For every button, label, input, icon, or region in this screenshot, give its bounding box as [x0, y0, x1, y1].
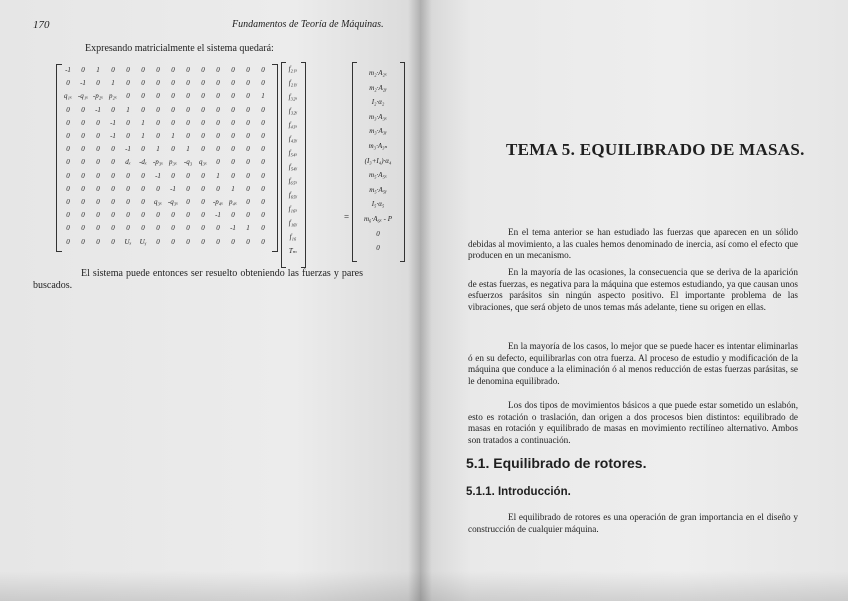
- left-page: [0, 0, 420, 601]
- matrix-cell: 0: [171, 171, 175, 180]
- matrix-cell: 0: [66, 145, 70, 154]
- vector-entry: 0: [376, 244, 380, 253]
- matrix-cell: 0: [186, 79, 190, 88]
- matrix-cell: 0: [261, 79, 265, 88]
- vector-entry: f₄₃ₓ: [288, 121, 298, 129]
- matrix-cell: 0: [156, 237, 160, 246]
- matrix-cell: 0: [156, 66, 160, 74]
- matrix-cell: 0: [126, 211, 130, 220]
- matrix-cell: 0: [66, 105, 70, 114]
- matrix-cell: 0: [126, 224, 130, 233]
- matrix-cell: 0: [81, 158, 85, 167]
- matrix-cell: 0: [96, 132, 100, 140]
- vector-entry: 0: [376, 229, 380, 238]
- matrix-cell: 0: [246, 105, 250, 114]
- matrix-cell: 0: [246, 66, 250, 74]
- matrix-cell: 0: [216, 158, 220, 167]
- paragraph: El equilibrado de rotores es una operación de gran importancia en el diseño y construcción de cualquier máquina.: [468, 512, 798, 534]
- matrix-cell: 0: [261, 211, 265, 220]
- matrix-cell: 0: [246, 198, 250, 206]
- matrix-cell: 0: [231, 132, 235, 140]
- matrix-cell: 0: [111, 105, 115, 114]
- matrix-cell: 0: [96, 237, 100, 246]
- matrix-cell: 0: [81, 171, 85, 180]
- matrix-cell: 0: [261, 66, 265, 74]
- matrix-cell: 1: [231, 184, 235, 193]
- matrix-cell: 0: [141, 66, 145, 74]
- matrix-cell: 0: [201, 237, 205, 246]
- vector-entry: m₂·A₂ₓ: [369, 69, 387, 77]
- matrix-cell: 0: [186, 66, 190, 74]
- matrix-cell: 0: [141, 79, 145, 88]
- matrix-cell: 0: [216, 224, 220, 233]
- matrix-cell: 1: [111, 79, 115, 88]
- matrix-cell: 0: [126, 171, 130, 180]
- matrix-cell: 0: [66, 224, 70, 233]
- matrix-cell: 0: [66, 132, 70, 140]
- matrix-cell: 0: [261, 132, 265, 140]
- matrix-cell: 0: [231, 237, 235, 246]
- matrix-cell: -1: [80, 79, 86, 88]
- matrix-cell: 0: [111, 198, 115, 206]
- matrix-cell: 0: [111, 184, 115, 193]
- matrix-cell: 1: [246, 224, 250, 233]
- matrix-cell: 0: [141, 92, 145, 101]
- matrix-cell: -1: [65, 66, 71, 74]
- matrix-cell: 0: [66, 79, 70, 88]
- matrix-cell: 0: [111, 158, 115, 167]
- matrix-cell: 0: [111, 237, 115, 246]
- page-number: 170: [33, 19, 50, 31]
- matrix-cell: -q₁ₓ: [77, 92, 89, 101]
- matrix-cell: 0: [216, 66, 220, 74]
- matrix-cell: 0: [81, 237, 85, 246]
- matrix-cell: 0: [261, 198, 265, 206]
- matrix-cell: Uₓ: [124, 237, 132, 246]
- matrix-cell: 0: [201, 171, 205, 180]
- matrix-cell: 1: [216, 171, 220, 180]
- matrix-cell: 1: [141, 118, 145, 127]
- matrix-cell: -1: [170, 184, 176, 193]
- matrix-cell: 0: [141, 198, 145, 206]
- matrix-cell: 0: [261, 171, 265, 180]
- matrix-cell: 0: [66, 237, 70, 246]
- vector-entry: f₃₂ₓ: [288, 93, 298, 101]
- matrix-cell: 0: [216, 145, 220, 154]
- matrix-cell: -1: [155, 171, 161, 180]
- matrix-cell: -1: [230, 224, 236, 233]
- matrix-cell: 0: [201, 79, 205, 88]
- matrix-cell: 0: [81, 118, 85, 127]
- vector-entry: f₄₃ᵧ: [288, 135, 298, 143]
- matrix-cell: 0: [81, 105, 85, 114]
- matrix-cell: 0: [261, 184, 265, 193]
- matrix-cell: 0: [66, 118, 70, 127]
- matrix-cell: 0: [96, 171, 100, 180]
- matrix-cell: 0: [66, 184, 70, 193]
- vector-entry: m₅·A₅ᵧ: [369, 185, 387, 194]
- section-title: 5.1. Equilibrado de rotores.: [466, 455, 647, 471]
- matrix-cell: -1: [125, 145, 131, 154]
- matrix-cell: 0: [216, 105, 220, 114]
- matrix-cell: 0: [96, 198, 100, 206]
- vector-entry: f₆₅ᵧ: [288, 191, 298, 199]
- vector-left-bracket: [352, 62, 357, 262]
- matrix-cell: 0: [156, 105, 160, 114]
- matrix-cell: 0: [141, 105, 145, 114]
- vector-entry: f₂₁ₓ: [288, 65, 298, 73]
- matrix-cell: 0: [141, 211, 145, 220]
- paragraph: En el tema anterior se han estudiado las fuerzas que aparecen en un sólido debidas al movimiento, a las cuales hemos denominado de inercia, así como el efecto que producen en un mecanismo.: [468, 227, 798, 260]
- matrix-cell: 0: [171, 92, 175, 101]
- matrix-cell: 0: [141, 184, 145, 193]
- vector-entry: f₁₆: [289, 233, 297, 241]
- matrix-cell: 0: [261, 118, 265, 127]
- vector-entry: Tₘ: [288, 247, 298, 255]
- matrix-cell: 0: [81, 184, 85, 193]
- matrix-cell: 0: [186, 171, 190, 180]
- matrix-cell: 0: [126, 92, 130, 101]
- matrix-cell: -q₃: [183, 158, 193, 167]
- matrix-cell: 0: [96, 145, 100, 154]
- matrix-cell: 0: [66, 171, 70, 180]
- matrix-cell: 0: [231, 145, 235, 154]
- matrix-cell: 0: [171, 66, 175, 74]
- matrix-cell: 0: [246, 92, 250, 101]
- matrix-cell: p₃ₓ: [169, 158, 177, 167]
- matrix-cell: 0: [246, 237, 250, 246]
- matrix-cell: 0: [216, 132, 220, 140]
- matrix-cell: 0: [126, 132, 130, 140]
- matrix-cell: 0: [201, 224, 205, 233]
- matrix-cell: 0: [261, 145, 265, 154]
- vector-entry: (I₃+I₄)·α₄: [364, 156, 392, 165]
- matrix-cell: 0: [111, 145, 115, 154]
- matrix-cell: 0: [246, 118, 250, 127]
- matrix-cell: -p₄ₓ: [212, 198, 224, 206]
- matrix-cell: 0: [231, 66, 235, 74]
- vector-entry: m₂·A₂ᵧ: [369, 83, 387, 92]
- matrix-cell: 0: [156, 211, 160, 220]
- vector-right-bracket: [301, 62, 306, 268]
- matrix-cell: 0: [186, 184, 190, 193]
- matrix-cell: 1: [141, 132, 145, 140]
- matrix-cell: 0: [126, 66, 130, 74]
- matrix-cell: 0: [231, 105, 235, 114]
- matrix-cell: 0: [246, 132, 250, 140]
- matrix-cell: p₄ₓ: [229, 198, 237, 206]
- vector-entry: f₂₁ᵧ: [288, 79, 298, 87]
- vector-entry: f₅₄ₓ: [288, 149, 298, 157]
- matrix-cell: 0: [201, 145, 205, 154]
- matrix-cell: 0: [126, 79, 130, 88]
- matrix-cell: 0: [186, 118, 190, 127]
- matrix-cell: 0: [186, 132, 190, 140]
- matrix-cell: 0: [81, 145, 85, 154]
- matrix-cell: q₃ₓ: [154, 198, 162, 206]
- matrix-cell: -p₃ₓ: [152, 158, 164, 167]
- matrix-cell: 0: [246, 145, 250, 154]
- matrix-cell: 0: [81, 66, 85, 74]
- matrix-cell: 0: [171, 145, 175, 154]
- matrix-cell: 0: [246, 79, 250, 88]
- matrix-cell: 0: [171, 118, 175, 127]
- matrix-cell: 0: [231, 79, 235, 88]
- vector-entry: f₃₂ᵧ: [288, 107, 298, 115]
- matrix-cell: 0: [171, 211, 175, 220]
- matrix-cell: 0: [186, 198, 190, 206]
- paragraph: En la mayoría de las ocasiones, la consecuencia que se deriva de la aparición de estas fuerzas, es negativa para la máquina que estemos estudiando, ya que causan unos esfuerzos parásitos sin ningún aspecto positivo. El importante problema de las vibraciones, que será objeto de unos temas más adelante, tiene su origen en ellas.: [468, 267, 798, 312]
- matrix-cell: 0: [126, 118, 130, 127]
- matrix-cell: 1: [261, 92, 265, 101]
- vector-entry: m₆·A₆ₓ - P: [363, 215, 393, 223]
- matrix-cell: q₃ₓ: [199, 158, 207, 167]
- subsection-title: 5.1.1. Introducción.: [466, 486, 571, 498]
- matrix-cell: 0: [111, 66, 115, 74]
- matrix-cell: 0: [126, 184, 130, 193]
- matrix-cell: 0: [96, 184, 100, 193]
- matrix-cell: 0: [246, 211, 250, 220]
- matrix-cell: 0: [96, 118, 100, 127]
- matrix-cell: 0: [186, 224, 190, 233]
- matrix-cell: 0: [111, 211, 115, 220]
- matrix-cell: 1: [96, 66, 100, 74]
- vector-left-bracket: [281, 62, 286, 268]
- matrix-cell: 0: [261, 224, 265, 233]
- matrix-cell: 0: [171, 105, 175, 114]
- matrix-cell: 0: [231, 118, 235, 127]
- matrix-cell: 0: [96, 224, 100, 233]
- matrix-cell: 0: [231, 92, 235, 101]
- matrix-cell: p₂ₓ: [109, 92, 117, 101]
- matrix-cell: 0: [81, 211, 85, 220]
- vector-right-bracket: [400, 62, 405, 262]
- matrix-cell: 0: [156, 132, 160, 140]
- matrix-intro-text: Expresando matricialmente el sistema quedará:: [85, 43, 274, 54]
- matrix-cell: 0: [81, 132, 85, 140]
- matrix-cell: 0: [66, 198, 70, 206]
- matrix-cell: 0: [141, 171, 145, 180]
- matrix-cell: 0: [201, 211, 205, 220]
- matrix-cell: 0: [216, 118, 220, 127]
- vector-entry: m₅·A₅ₓ: [369, 171, 387, 180]
- matrix-cell: 0: [246, 184, 250, 193]
- matrix-cell: dₓ: [125, 158, 131, 167]
- paragraph: Los dos tipos de movimientos básicos a que puede estar sometido un eslabón, esto es rotación o traslación, dan origen a dos procesos bien distintos: equilibrado de masas en rotación y equilibrado de masas en movimiento rectilíneo alternativo. Ambos son tratados a continuación.: [468, 400, 798, 445]
- matrix-cell: 0: [186, 92, 190, 101]
- matrix-cell: 0: [216, 237, 220, 246]
- matrix-cell: 0: [171, 79, 175, 88]
- matrix-cell: 0: [261, 158, 265, 167]
- page-shadow: [0, 571, 848, 601]
- matrix-cell: 0: [126, 198, 130, 206]
- matrix-cell: 0: [171, 237, 175, 246]
- matrix-cell: 0: [111, 224, 115, 233]
- matrix-cell: 0: [201, 132, 205, 140]
- matrix-cell: -1: [95, 105, 101, 114]
- matrix-cell: -1: [215, 211, 221, 220]
- matrix-cell: -1: [110, 132, 116, 140]
- matrix-cell: 0: [216, 184, 220, 193]
- matrix-cell: 0: [201, 66, 205, 74]
- matrix-cell: 0: [186, 105, 190, 114]
- matrix-cell: 0: [141, 224, 145, 233]
- vector-entry: I₅·α₅: [371, 200, 385, 209]
- matrix-cell: 0: [201, 118, 205, 127]
- matrix-cell: 0: [141, 145, 145, 154]
- vector-entry: m₃·A₃ₓ: [369, 112, 387, 121]
- matrix-cell: 0: [156, 118, 160, 127]
- matrix-cell: 0: [216, 79, 220, 88]
- matrix-cell: 0: [201, 184, 205, 193]
- matrix-cell: 0: [201, 105, 205, 114]
- matrix-cell: 0: [216, 92, 220, 101]
- matrix-cell: 0: [81, 198, 85, 206]
- matrix-cell: 0: [156, 184, 160, 193]
- matrix-cell: 0: [81, 224, 85, 233]
- matrix-cell: 1: [171, 132, 175, 140]
- matrix-cell: 0: [231, 171, 235, 180]
- matrix-cell: 0: [261, 237, 265, 246]
- matrix-cell: 0: [201, 92, 205, 101]
- vector-entry: m₃·A₃ₙ: [368, 142, 388, 150]
- matrix-cell: 0: [66, 158, 70, 167]
- matrix-cell: 0: [201, 198, 205, 206]
- matrix-cell: -1: [110, 118, 116, 127]
- equals-sign: =: [344, 212, 350, 222]
- matrix-cell: 0: [246, 158, 250, 167]
- matrix-cell: 0: [231, 211, 235, 220]
- matrix-cell: 0: [186, 237, 190, 246]
- matrix-cell: 0: [156, 224, 160, 233]
- matrix-cell: 0: [246, 171, 250, 180]
- matrix-cell: 0: [66, 211, 70, 220]
- vector-entry: m₃·A₃ᵧ: [369, 127, 387, 136]
- paragraph: En la mayoría de los casos, lo mejor que se puede hacer es intentar eliminarlas ó en su defecto, equilibrarlas con otra fuerza. Al proceso de estudio y modificación de la máquina que conduce a la eliminación ó al menos reducción de estas fuerzas parásitas, se le denomina equilibrado.: [468, 341, 798, 386]
- matrix-cell: 1: [156, 145, 160, 154]
- matrix-cell: Uᵧ: [139, 237, 147, 246]
- matrix-cell: 0: [186, 211, 190, 220]
- vector-entry: f₁₆ᵧ: [288, 219, 298, 227]
- vector-entry: f₁₆ₓ: [288, 205, 298, 213]
- matrix-cell: -p₂ₓ: [92, 92, 104, 101]
- matrix-cell: 0: [171, 224, 175, 233]
- matrix-cell: 0: [261, 105, 265, 114]
- matrix-cell: 0: [96, 211, 100, 220]
- running-head: Fundamentos de Teoría de Máquinas.: [232, 19, 384, 30]
- matrix-cell: 1: [186, 145, 190, 154]
- chapter-title: TEMA 5. EQUILIBRADO DE MASAS.: [506, 140, 805, 159]
- book-gutter: [408, 0, 432, 601]
- matrix-right-bracket: [272, 64, 278, 252]
- matrix-cell: 1: [126, 105, 130, 114]
- vector-entry: f₅₄ᵧ: [288, 163, 298, 171]
- vector-entry: f₆₅ₓ: [288, 177, 298, 185]
- matrix-cell: 0: [156, 79, 160, 88]
- matrix-cell: 0: [156, 92, 160, 101]
- matrix-cell: 0: [111, 171, 115, 180]
- conclusion-paragraph: El sistema puede entonces ser resuelto obteniendo las fuerzas y pares buscados.: [33, 268, 363, 291]
- matrix-cell: 0: [96, 79, 100, 88]
- matrix-cell: 0: [231, 158, 235, 167]
- matrix-cell: -q₃ₓ: [167, 198, 179, 206]
- vector-entry: I₂·α₂: [371, 98, 385, 107]
- matrix-cell: 0: [96, 158, 100, 167]
- matrix-cell: -dₓ: [139, 158, 147, 167]
- matrix-cell: q₁ₓ: [64, 92, 72, 101]
